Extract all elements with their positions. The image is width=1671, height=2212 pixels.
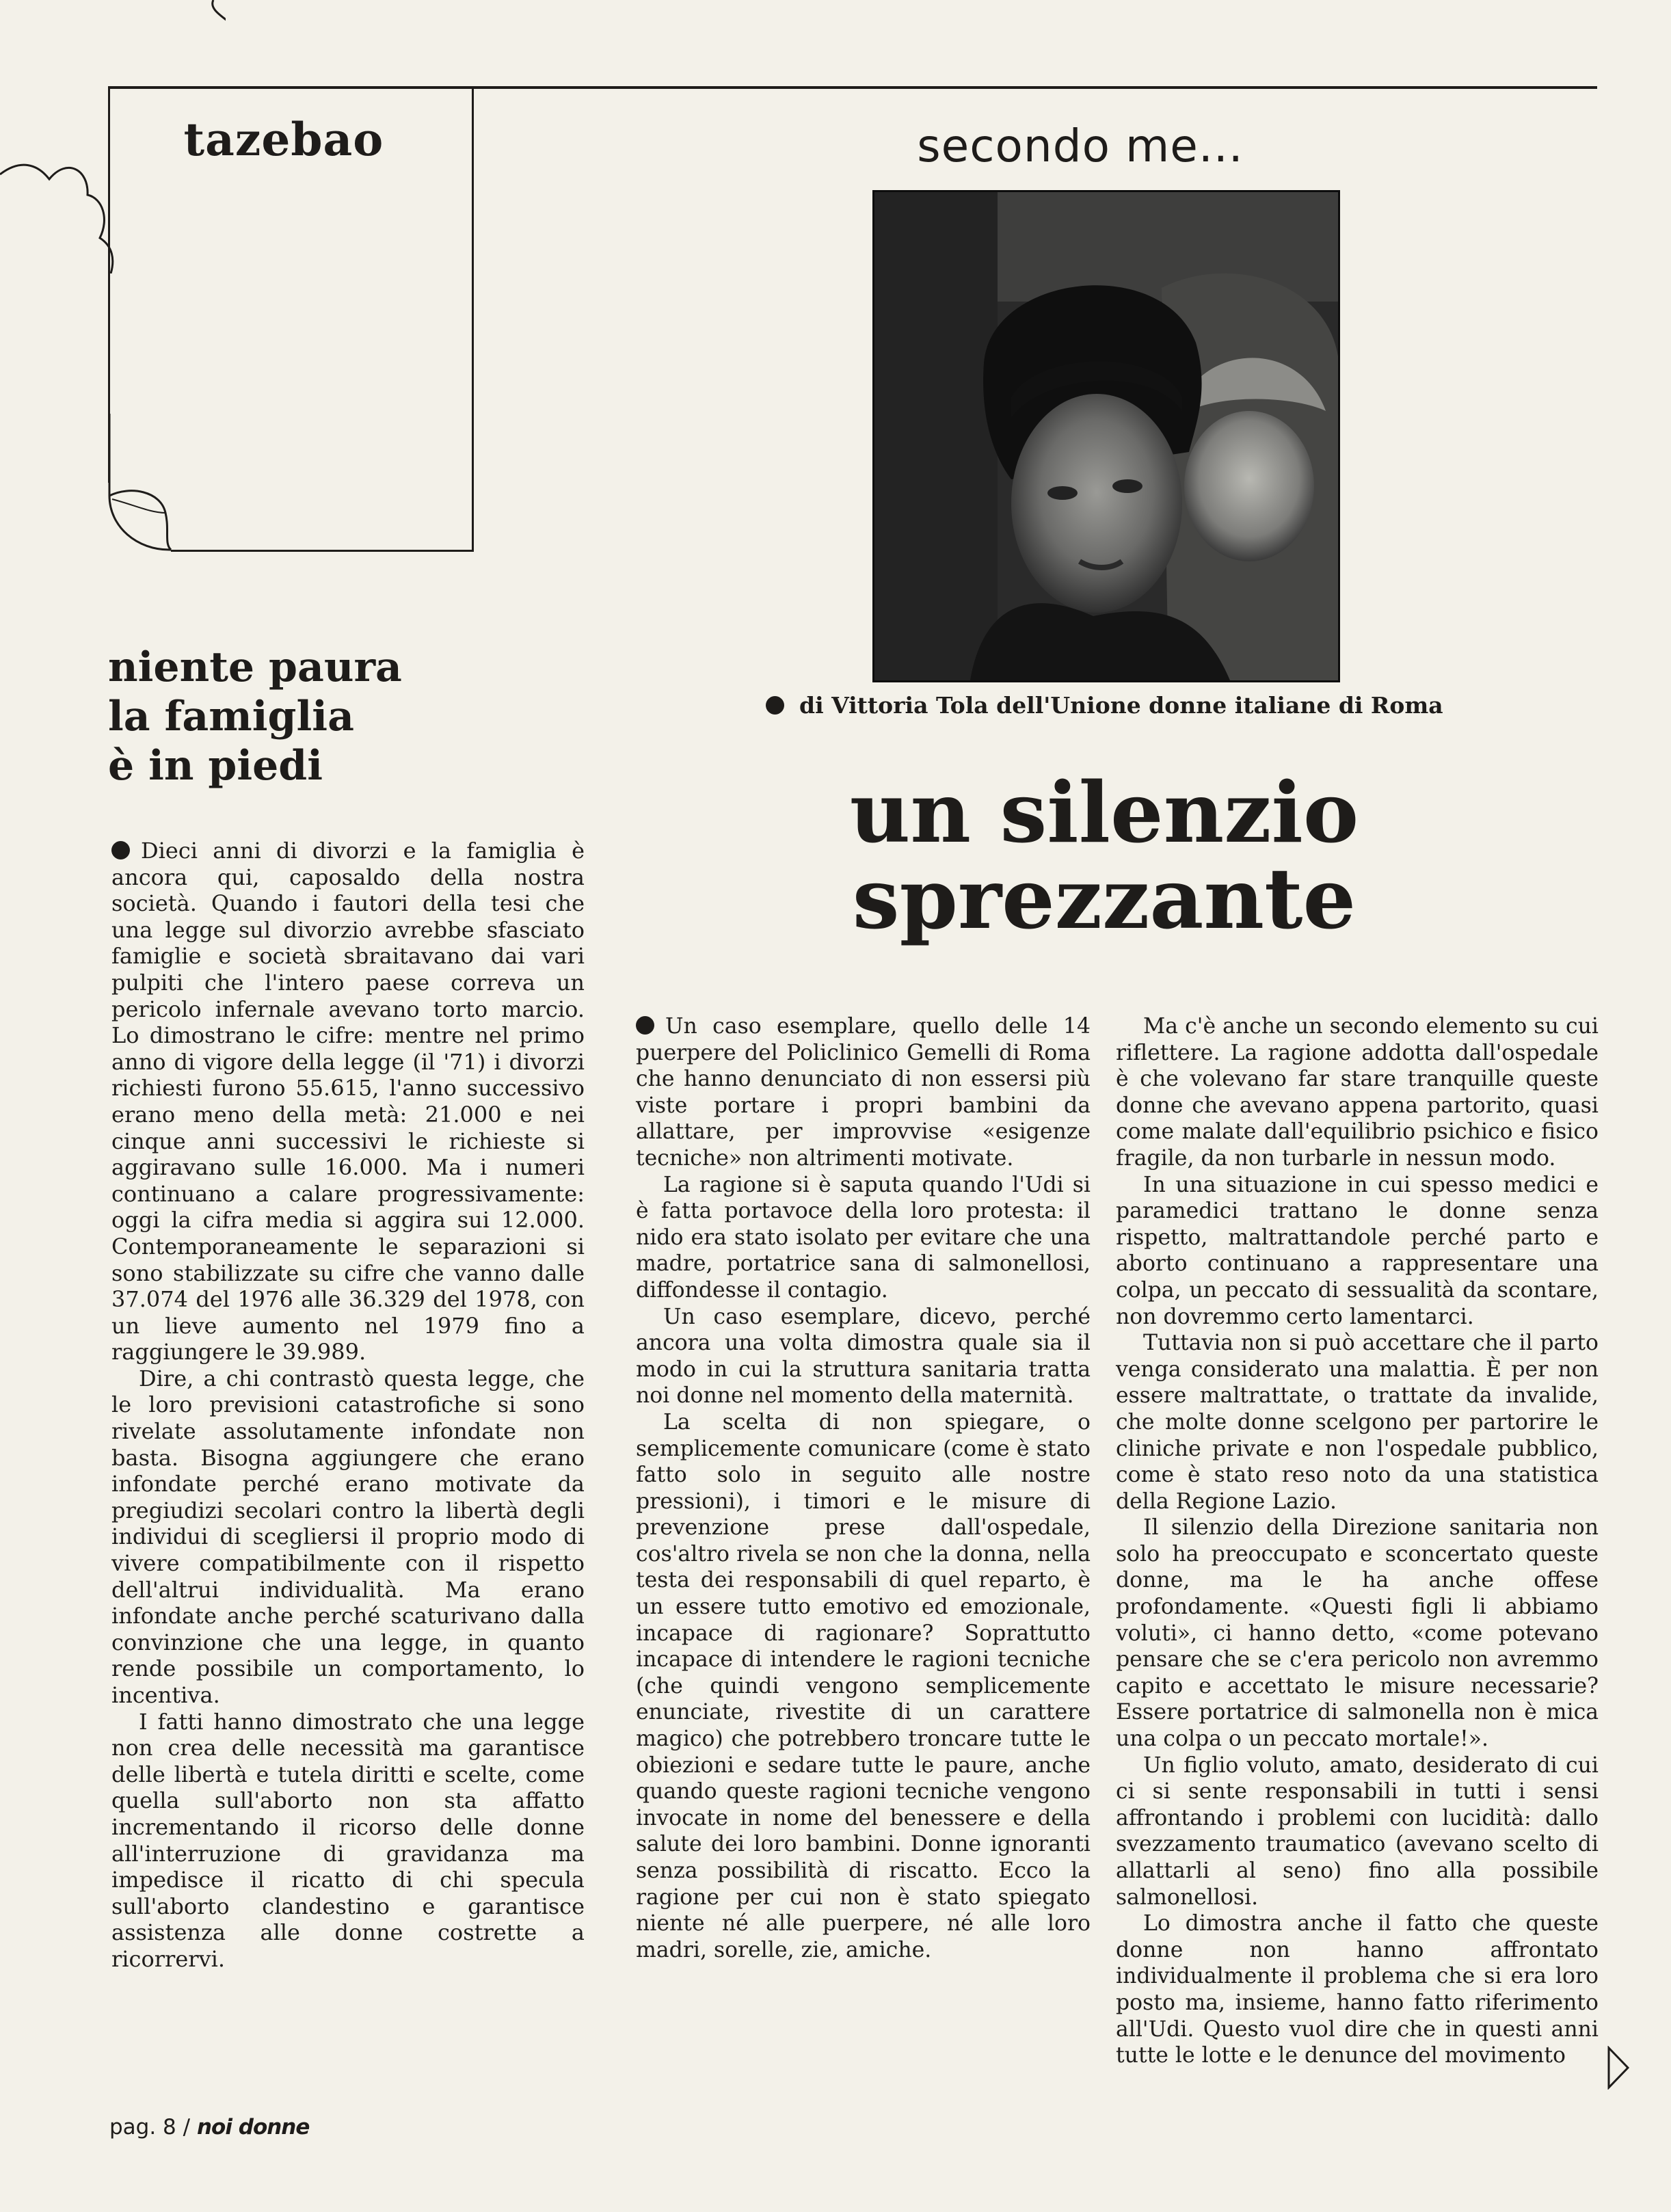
page-number: pag. 8 — [109, 2115, 176, 2140]
bullet-icon — [766, 696, 784, 715]
side-article-body — [111, 838, 585, 1973]
bullet-icon — [636, 1016, 654, 1035]
main-paragraph: Tuttavia non si può accettare che il parto venga considerato una malattia. È per non essere maltrattate, o trattate da invalide, che molte donne scelgono per partorire le cliniche private e non l'ospedale pubblico, come è stato reso noto da una statistica della Regione Lazio. — [1116, 1331, 1599, 1514]
main-paragraph: Un figlio voluto, amato, desiderato di cui ci si sente responsabili in tutti i sensi affrontando i problemi con lucidità: dallo svezzamento traumatico (avevano scelto di allattarli al seno) fino alla possibile salmonellosi. — [1116, 1753, 1599, 1910]
side-article-title — [108, 643, 491, 790]
main-article-column-1 — [636, 1013, 1091, 1963]
title-line-2: sprezzante — [852, 849, 1356, 948]
article-byline — [766, 692, 1470, 719]
tazebao-box-right-edge — [472, 86, 474, 551]
byline-text: di Vittoria Tola dell'Unione donne italiane di Roma — [799, 692, 1443, 719]
side-paragraph: Dieci anni di divorzi e la famiglia è ancora qui, caposaldo della nostra società. Quando i fautori della tesi che una legge sul divorzio avrebbe sfasciato famiglie e società sbraitavano dai vari pulpiti che l'intero paese correva un pericolo infernale avevano torto marcio. Lo dimostrano le cifre: mentre nel primo anno di vigore della legge (il '71) i divorzi richiesti furono 55.615, l'anno successivo erano meno della metà: 21.000 e nei cinque anni successivi le richieste si aggiravano sulle 16.000. Ma i numeri continuano a calare progressivamente: oggi la cifra media si aggira sui 12.000. Contemporaneamente le separazioni si sono stabilizzate su cifre che vanno dalle 37.074 del 1976 alle 36.329 del 1978, con un lieve aumento nel 1979 fino a raggiungere le 39.989. — [111, 838, 585, 1365]
author-photo — [872, 190, 1340, 682]
main-paragraph: Il silenzio della Direzione sanitaria non solo ha preoccupato e sconcertato queste donne, ma le ha anche offese profondamente. «Questi figli li abbiamo voluti», ci hanno detto, «come potevano pensare che se c'era pericolo non avremmo capito e accettato le misure necessarie? Essere portatrice di salmonella non è mica una colpa o un peccato mortale!». — [1116, 1515, 1599, 1752]
footer-separator: / — [183, 2115, 191, 2140]
main-article-column-2 — [1116, 1013, 1599, 2069]
column-title: secondo me... — [917, 120, 1244, 172]
title-line-1: un silenzio — [849, 763, 1359, 862]
side-paragraph: I fatti hanno dimostrato che una legge non crea delle necessità ma garantisce delle libertà e tutela diritti e scelte, come quella sull'aborto non sta affatto incrementando il ricorso delle donne all'interruzione di gravidanza ma impedisce il ricatto di chi specula sull'aborto clandestino e garantisce assistenza alle donne costrette a ricorrervi. — [111, 1708, 585, 1972]
curled-paper-corner-icon — [103, 410, 178, 557]
main-paragraph: La scelta di non spiegare, o semplicemente comunicare (come è stato fatto solo in seguito alle nostre pressioni), i timori e le misure di prevenzione prese dall'ospedale, cos'altro rivela se non che la donna, nella testa dei responsabili di quel reparto, è un essere tutto emotivo ed emozionale, incapace di ragionare? Soprattutto incapace di intendere le ragioni tecniche (che quindi vengono semplicemente enunciate, rivestite di un carattere magico) che potrebbero troncare tutte le obiezioni e sedare tutte le paure, anche quando queste ragioni tecniche vengono invocate in nome del benessere e della salute dei loro bambini. Donne ignoranti senza possibilità di riscatto. Ecco la ragione per cui non è stato spiegato niente né alle puerpere, né alle loro madri, sorelle, zie, amiche. — [636, 1409, 1091, 1962]
side-paragraph: Dire, a chi contrastò questa legge, che le loro previsioni catastrofiche si sono rivelate assolutamente infondate non basta. Bisogna aggiungere che erano infondate perché erano motivate da pregiudizi secolari contro la libertà degli individui di scegliersi il proprio modo di vivere compatibilmente con il rispetto dell'altrui individualità. Ma erano infondate anche perché scaturivano dalla convinzione che una legge, in quanto rende possibile un comportamento, lo incentiva. — [111, 1365, 585, 1708]
bullet-icon — [111, 841, 130, 860]
main-paragraph: Un caso esemplare, dicevo, perché ancora una volta dimostra quale sia il modo in cui la struttura sanitaria tratta noi donne nel momento della maternità. — [636, 1304, 1091, 1409]
side-title-line-1: niente paura — [108, 643, 402, 691]
side-title-line-2: la famiglia — [108, 693, 354, 741]
main-paragraph: Ma c'è anche un secondo elemento su cui riflettere. La ragione addotta dall'ospedale è che volevano far stare tranquille queste donne che avevano appena partorito, quasi come malate dall'equilibrio psichico e fisico fragile, da non turbarle in nessun modo. — [1116, 1014, 1599, 1171]
main-paragraph: Un caso esemplare, quello delle 14 puerpere del Policlinico Gemelli di Roma che hanno denunciato di non essersi più viste portare i propri bambini da allattare, per improvvise «esigenze tecniche» non altrimenti motivate. — [636, 1014, 1091, 1171]
side-title-line-3: è in piedi — [108, 742, 323, 790]
main-paragraph: In una situazione in cui spesso medici e paramedici trattano le donne senza rispetto, maltrattandole perché parto e aborto continuano a rappresentare una colpa, un peccato di sessualità da scontare, non dovremmo certo lamentarci. — [1116, 1172, 1599, 1329]
header-rule — [108, 86, 1597, 89]
section-title: tazebao — [183, 113, 384, 166]
magazine-name: noi donne — [196, 2115, 310, 2140]
main-paragraph: La ragione si è saputa quando l'Udi si è fatta portavoce della loro protesta: il nido era stato isolato per evitare che una madre, portatrice sana di salmonellosi, diffondesse il contagio. — [636, 1172, 1091, 1303]
tazebao-box-bottom-edge — [171, 550, 474, 552]
portrait-image — [874, 192, 1338, 680]
main-article-title — [759, 763, 1449, 948]
continue-arrow-icon — [1607, 2046, 1630, 2090]
page-footer — [109, 2115, 309, 2140]
main-paragraph: Lo dimostra anche il fatto che queste donne non hanno affrontato individualmente il problema che si era loro posto ma, insieme, hanno fatto riferimento all'Udi. Questo vuol dire che in questi anni tutte le lotte e le denunce del movimento — [1116, 1911, 1599, 2068]
